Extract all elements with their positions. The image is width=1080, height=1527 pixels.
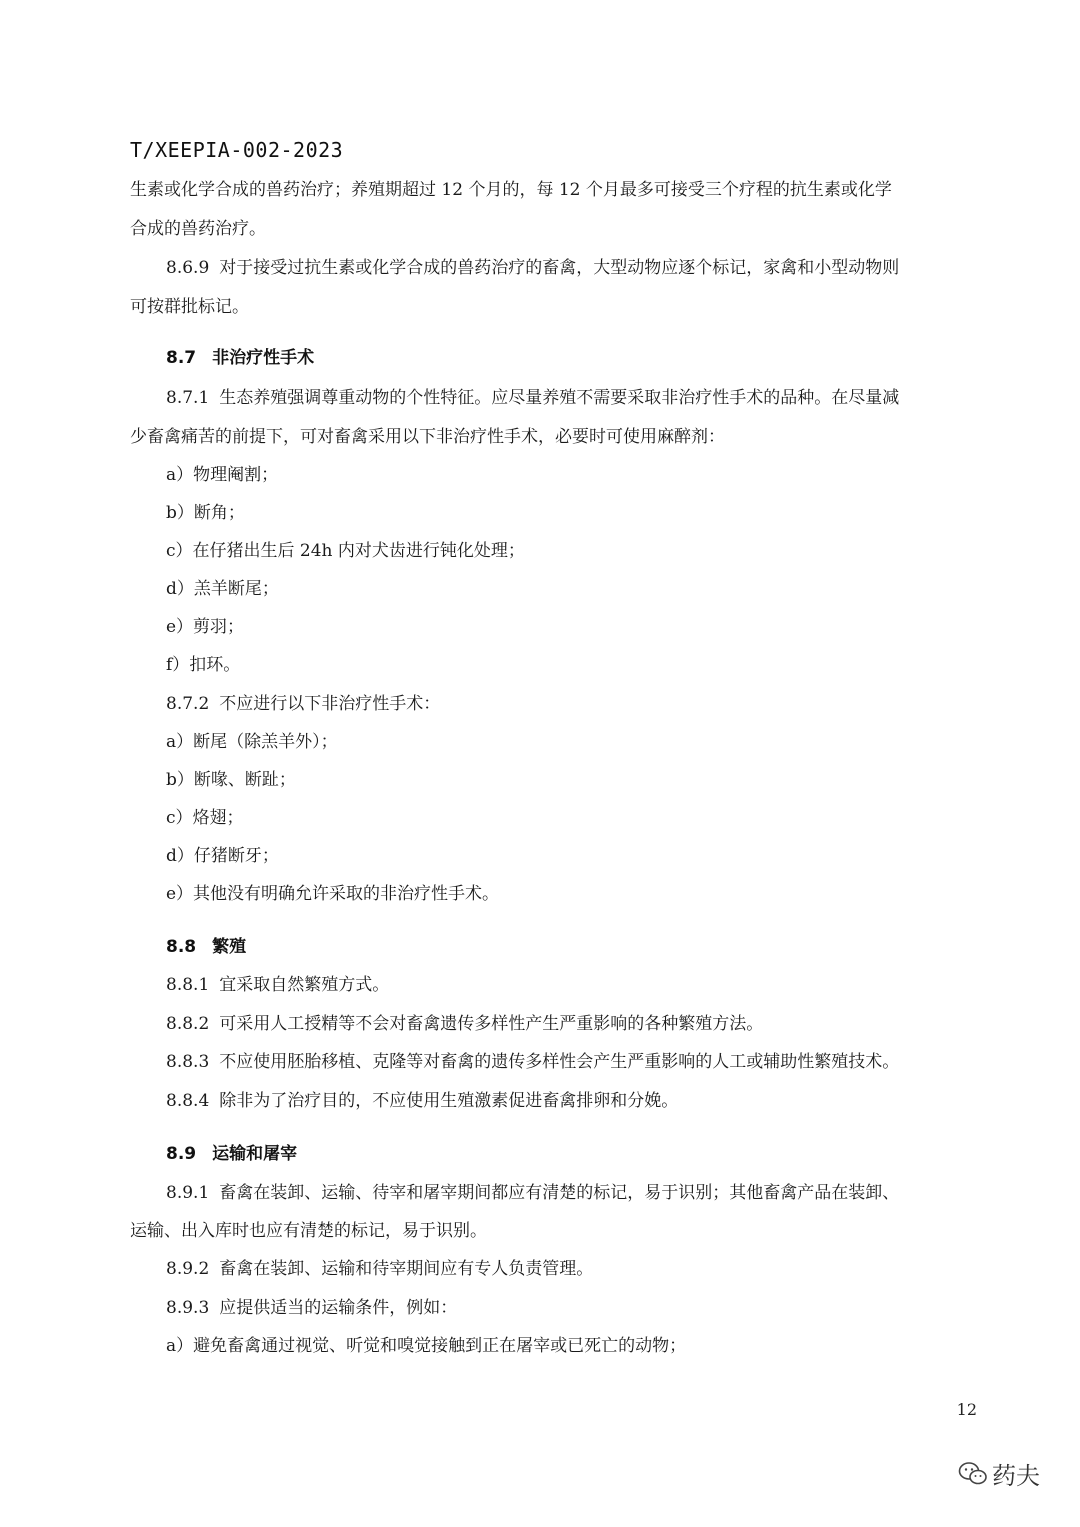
paragraph-line: 运输、出入库时也应有清楚的标记，易于识别。 — [130, 1221, 487, 1241]
section-heading-8-9 — [166, 1140, 297, 1168]
clause-number: 8.8.3 — [166, 1052, 210, 1072]
wechat-icon — [958, 1461, 988, 1487]
section-title: 繁殖 — [212, 937, 247, 957]
list-item: f）扣环。 — [166, 655, 241, 675]
list-item: a）物理阉割； — [166, 465, 279, 485]
list-item: d）仔猪断牙； — [166, 846, 279, 866]
clause-8-8-2 — [166, 1010, 763, 1038]
clause-text: 不应使用胚胎移植、克隆等对畜禽的遗传多样性会产生严重影响的人工或辅助性繁殖技术。 — [219, 1052, 900, 1072]
clause-number: 8.8.2 — [166, 1014, 210, 1034]
watermark-text: 药夫 — [992, 1462, 1040, 1490]
list-item: c）烙翅； — [166, 808, 244, 828]
list-item: b）断角； — [166, 503, 245, 523]
clause-8-8-3 — [166, 1048, 899, 1076]
section-number: 8.9 — [166, 1144, 197, 1164]
clause-text: 畜禽在装卸、运输、待宰和屠宰期间都应有清楚的标记，易于识别；其他畜禽产品在装卸、 — [219, 1183, 900, 1203]
clause-text: 可采用人工授精等不会对畜禽遗传多样性产生严重影响的各种繁殖方法。 — [219, 1014, 764, 1034]
list-item: c）在仔猪出生后 24h 内对犬齿进行钝化处理； — [166, 541, 525, 561]
clause-number: 8.7.1 — [166, 388, 210, 408]
list-item: e）剪羽； — [166, 617, 245, 637]
clause-8-9-2 — [166, 1255, 593, 1283]
section-number: 8.7 — [166, 348, 197, 368]
list-item: e）其他没有明确允许采取的非治疗性手术。 — [166, 884, 500, 904]
clause-text: 畜禽在装卸、运输和待宰期间应有专人负责管理。 — [219, 1259, 594, 1279]
clause-8-9-1 — [166, 1179, 899, 1207]
document-code: T/XEEPIA-002-2023 — [130, 138, 344, 162]
list-item: a）断尾（除羔羊外）； — [166, 732, 338, 752]
clause-number: 8.9.1 — [166, 1183, 210, 1203]
paragraph-line: 生素或化学合成的兽药治疗；养殖期超过 12 个月的，每 12 个月最多可接受三个疗程的抗生素或化学 — [130, 180, 892, 200]
paragraph-line: 可按群批标记。 — [130, 297, 249, 317]
section-heading-8-8 — [166, 933, 246, 961]
page-number: 12 — [956, 1400, 977, 1419]
clause-text: 宜采取自然繁殖方式。 — [219, 975, 390, 995]
clause-8-6-9 — [166, 254, 899, 282]
clause-text: 应提供适当的运输条件，例如： — [219, 1298, 458, 1318]
clause-8-9-3 — [166, 1294, 457, 1322]
paragraph-line: 合成的兽药治疗。 — [130, 219, 266, 239]
clause-number: 8.8.4 — [166, 1091, 210, 1111]
watermark — [958, 1456, 1040, 1491]
clause-text: 不应进行以下非治疗性手术： — [219, 694, 441, 714]
clause-number: 8.6.9 — [166, 258, 210, 278]
section-number: 8.8 — [166, 937, 197, 957]
clause-8-8-1 — [166, 971, 389, 999]
section-title: 运输和屠宰 — [212, 1144, 298, 1164]
list-item: a）避免畜禽通过视觉、听觉和嗅觉接触到正在屠宰或已死亡的动物； — [166, 1336, 687, 1356]
list-item: b）断喙、断趾； — [166, 770, 296, 790]
clause-text: 除非为了治疗目的，不应使用生殖激素促进畜禽排卵和分娩。 — [219, 1091, 679, 1111]
clause-8-7-1 — [166, 384, 899, 412]
clause-number: 8.8.1 — [166, 975, 210, 995]
clause-number: 8.7.2 — [166, 694, 210, 714]
clause-number: 8.9.2 — [166, 1259, 210, 1279]
section-heading-8-7 — [166, 344, 314, 372]
list-item: d）羔羊断尾； — [166, 579, 279, 599]
clause-text: 对于接受过抗生素或化学合成的兽药治疗的畜禽，大型动物应逐个标记，家禽和小型动物则 — [219, 258, 900, 278]
paragraph-line: 少畜禽痛苦的前提下，可对畜禽采用以下非治疗性手术，必要时可使用麻醉剂： — [130, 427, 725, 447]
section-title: 非治疗性手术 — [212, 348, 315, 368]
clause-8-7-2 — [166, 690, 440, 718]
clause-text: 生态养殖强调尊重动物的个性特征。应尽量养殖不需要采取非治疗性手术的品种。在尽量减 — [219, 388, 900, 408]
clause-number: 8.9.3 — [166, 1298, 210, 1318]
clause-8-8-4 — [166, 1087, 678, 1115]
